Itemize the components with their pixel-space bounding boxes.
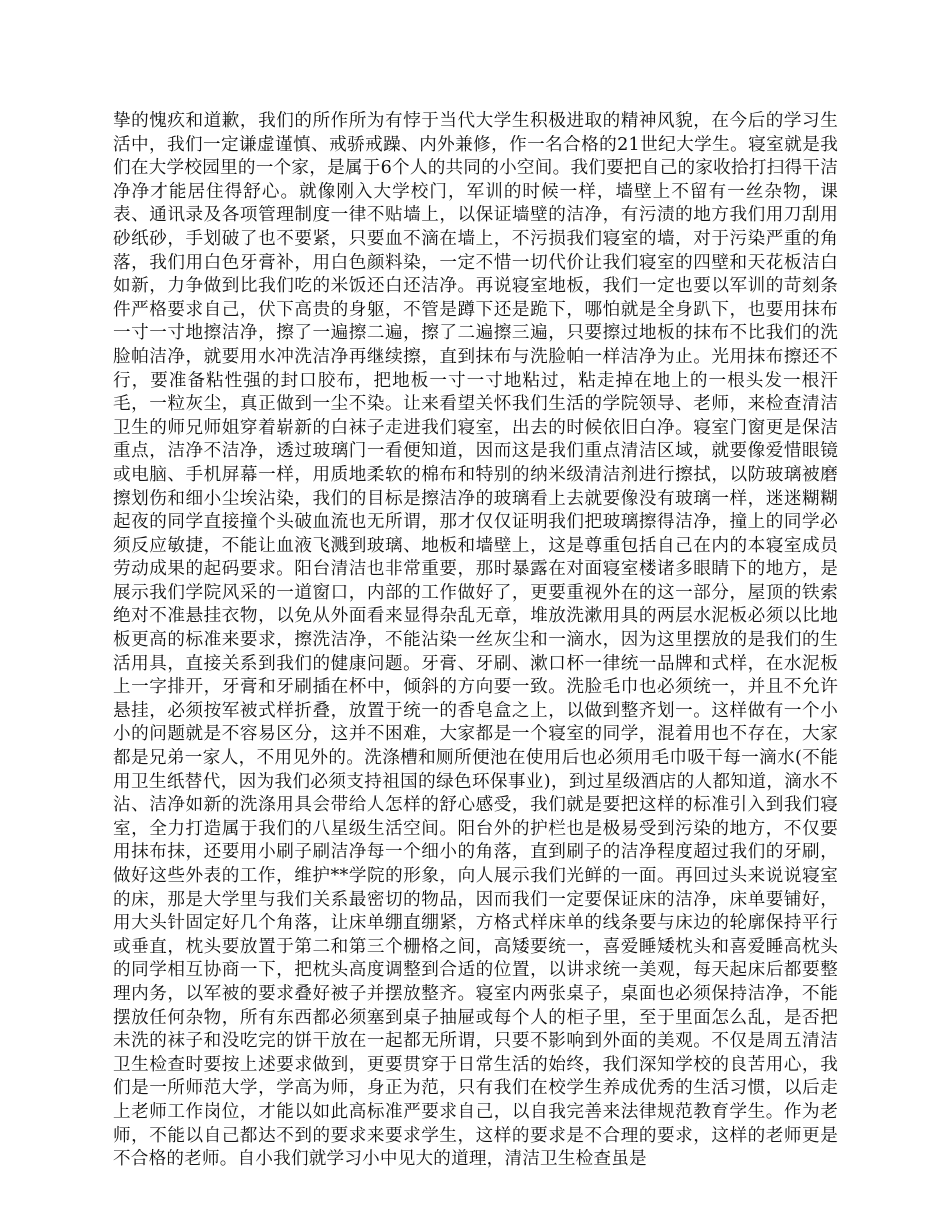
document-body <box>113 110 838 1172</box>
body-paragraph: 挚的愧疚和道歉，我们的所作所为有悖于当代大学生积极进取的精神风貌，在今后的学习生活中，我们一定谦虚谨慎、戒骄戒躁、内外兼修，作一名合格的21世纪大学生。寝室就是我们在大学校园里的一个家，是属于6个人的共同的小空间。我们要把自己的家收拾打扫得干洁净净才能居住得舒心。就像刚入大学校门，军训的时候一样，墙壁上不留有一丝杂物，课表、通讯录及各项管理制度一律不贴墙上，以保证墙壁的洁净，有污渍的地方我们用刀刮用砂纸砂，手划破了也不要紧，只要血不滴在墙上，不污损我们寝室的墙，对于污染严重的角落，我们用白色牙膏补，用白色颜料染，一定不惜一切代价让我们寝室的四壁和天花板洁白如新，力争做到比我们吃的米饭还白还洁净。再说寝室地板，我们一定也要以军训的苛刻条件严格要求自己，伏下高贵的身躯，不管是蹲下还是跪下，哪怕就是全身趴下，也要用抹布一寸一寸地擦洁净，擦了一遍擦二遍，擦了二遍擦三遍，只要擦过地板的抹布不比我们的洗脸帕洁净，就要用水冲洗洁净再继续擦，直到抹布与洗脸帕一样洁净为止。光用抹布擦还不行，要准备粘性强的封口胶布，把地板一寸一寸地粘过，粘走掉在地上的一根头发一根汗毛，一粒灰尘，真正做到一尘不染。让来看望关怀我们生活的学院领导、老师，来检查清洁卫生的师兄师姐穿着崭新的白袜子走进我们寝室，出去的时候依旧白净。寝室门窗更是保洁重点，洁净不洁净，透过玻璃门一看便知道，因而这是我们重点清洁区域，就要像爱惜眼镜或电脑、手机屏幕一样，用质地柔软的棉布和特别的纳米级清洁剂进行擦拭，以防玻璃被磨擦划伤和细小尘埃沾染，我们的目标是擦洁净的玻璃看上去就要像没有玻璃一样，迷迷糊糊起夜的同学直接撞个头破血流也无所谓，那才仅仅证明我们把玻璃擦得洁净，撞上的同学必须反应敏捷，不能让血液飞溅到玻璃、地板和墙壁上，这是尊重包括自己在内的本寝室成员劳动成果的起码要求。阳台清洁也非常重要，那时暴露在对面寝室楼诸多眼睛下的地方，是展示我们学院风采的一道窗口，内部的工作做好了，更要重视外在的这一部分，屋顶的铁索绝对不准悬挂衣物，以免从外面看来显得杂乱无章，堆放洗漱用具的两层水泥板必须以比地板更高的标准来要求，擦洗洁净，不能沾染一丝灰尘和一滴水，因为这里摆放的是我们的生活用具，直接关系到我们的健康问题。牙膏、牙刷、漱口杯一律统一品牌和式样，在水泥板上一字排开，牙膏和牙刷插在杯中，倾斜的方向要一致。洗脸毛巾也必须统一，并且不允许悬挂，必须按军被式样折叠，放置于统一的香皂盒之上，以做到整齐划一。这样做有一个小小的问题就是不容易区分，这并不困难，大家都是一个寝室的同学，混着用也不存在，大家都是兄弟一家人，不用见外的。洗涤槽和厕所便池在使用后也必须用毛巾吸干每一滴水(不能用卫生纸替代，因为我们必须支持祖国的绿色环保事业)，到过星级酒店的人都知道，滴水不沾、洁净如新的洗涤用具会带给人怎样的舒心感受，我们就是要把这样的标准引入到我们寝室，全力打造属于我们的八星级生活空间。阳台外的护栏也是极易受到污染的地方，不仅要用抹布抹，还要用小刷子刷洁净每一个细小的角落，直到刷子的洁净程度超过我们的牙刷，做好这些外表的工作，维护**学院的形象，向人展示我们光鲜的一面。再回过头来说说寝室的床，那是大学里与我们关系最密切的物品，因而我们一定要保证床的洁净，床单要铺好，用大头针固定好几个角落，让床单绷直绷紧，方格式样床单的线条要与床边的轮廓保持平行或垂直，枕头要放置于第二和第三个栅格之间，高矮要统一，喜爱睡矮枕头和喜爱睡高枕头的同学相互协商一下，把枕头高度调整到合适的位置，以讲求统一美观，每天起床后都要整理内务，以军被的要求叠好被子并摆放整齐。寝室内两张桌子，桌面也必须保持洁净，不能摆放任何杂物，所有东西都必须塞到桌子抽屉或每个人的柜子里，至于里面怎么乱，是否把未洗的袜子和没吃完的饼干放在一起都无所谓，只要不影响到外面的美观。不仅是周五清洁卫生检查时要按上述要求做到，更要贯穿于日常生活的始终，我们深知学校的良苦用心，我们是一所师范大学，学高为师，身正为范，只有我们在校学生养成优秀的生活习惯，以后走上老师工作岗位，才能以如此高标准严要求自己，以自我完善来法律规范教育学生。作为老师，不能以自己都达不到的要求来要求学生，这样的要求是不合理的要求，这样的老师更是不合格的老师。自小我们就学习小中见大的道理，清洁卫生检查虽是 <box>113 111 838 1170</box>
